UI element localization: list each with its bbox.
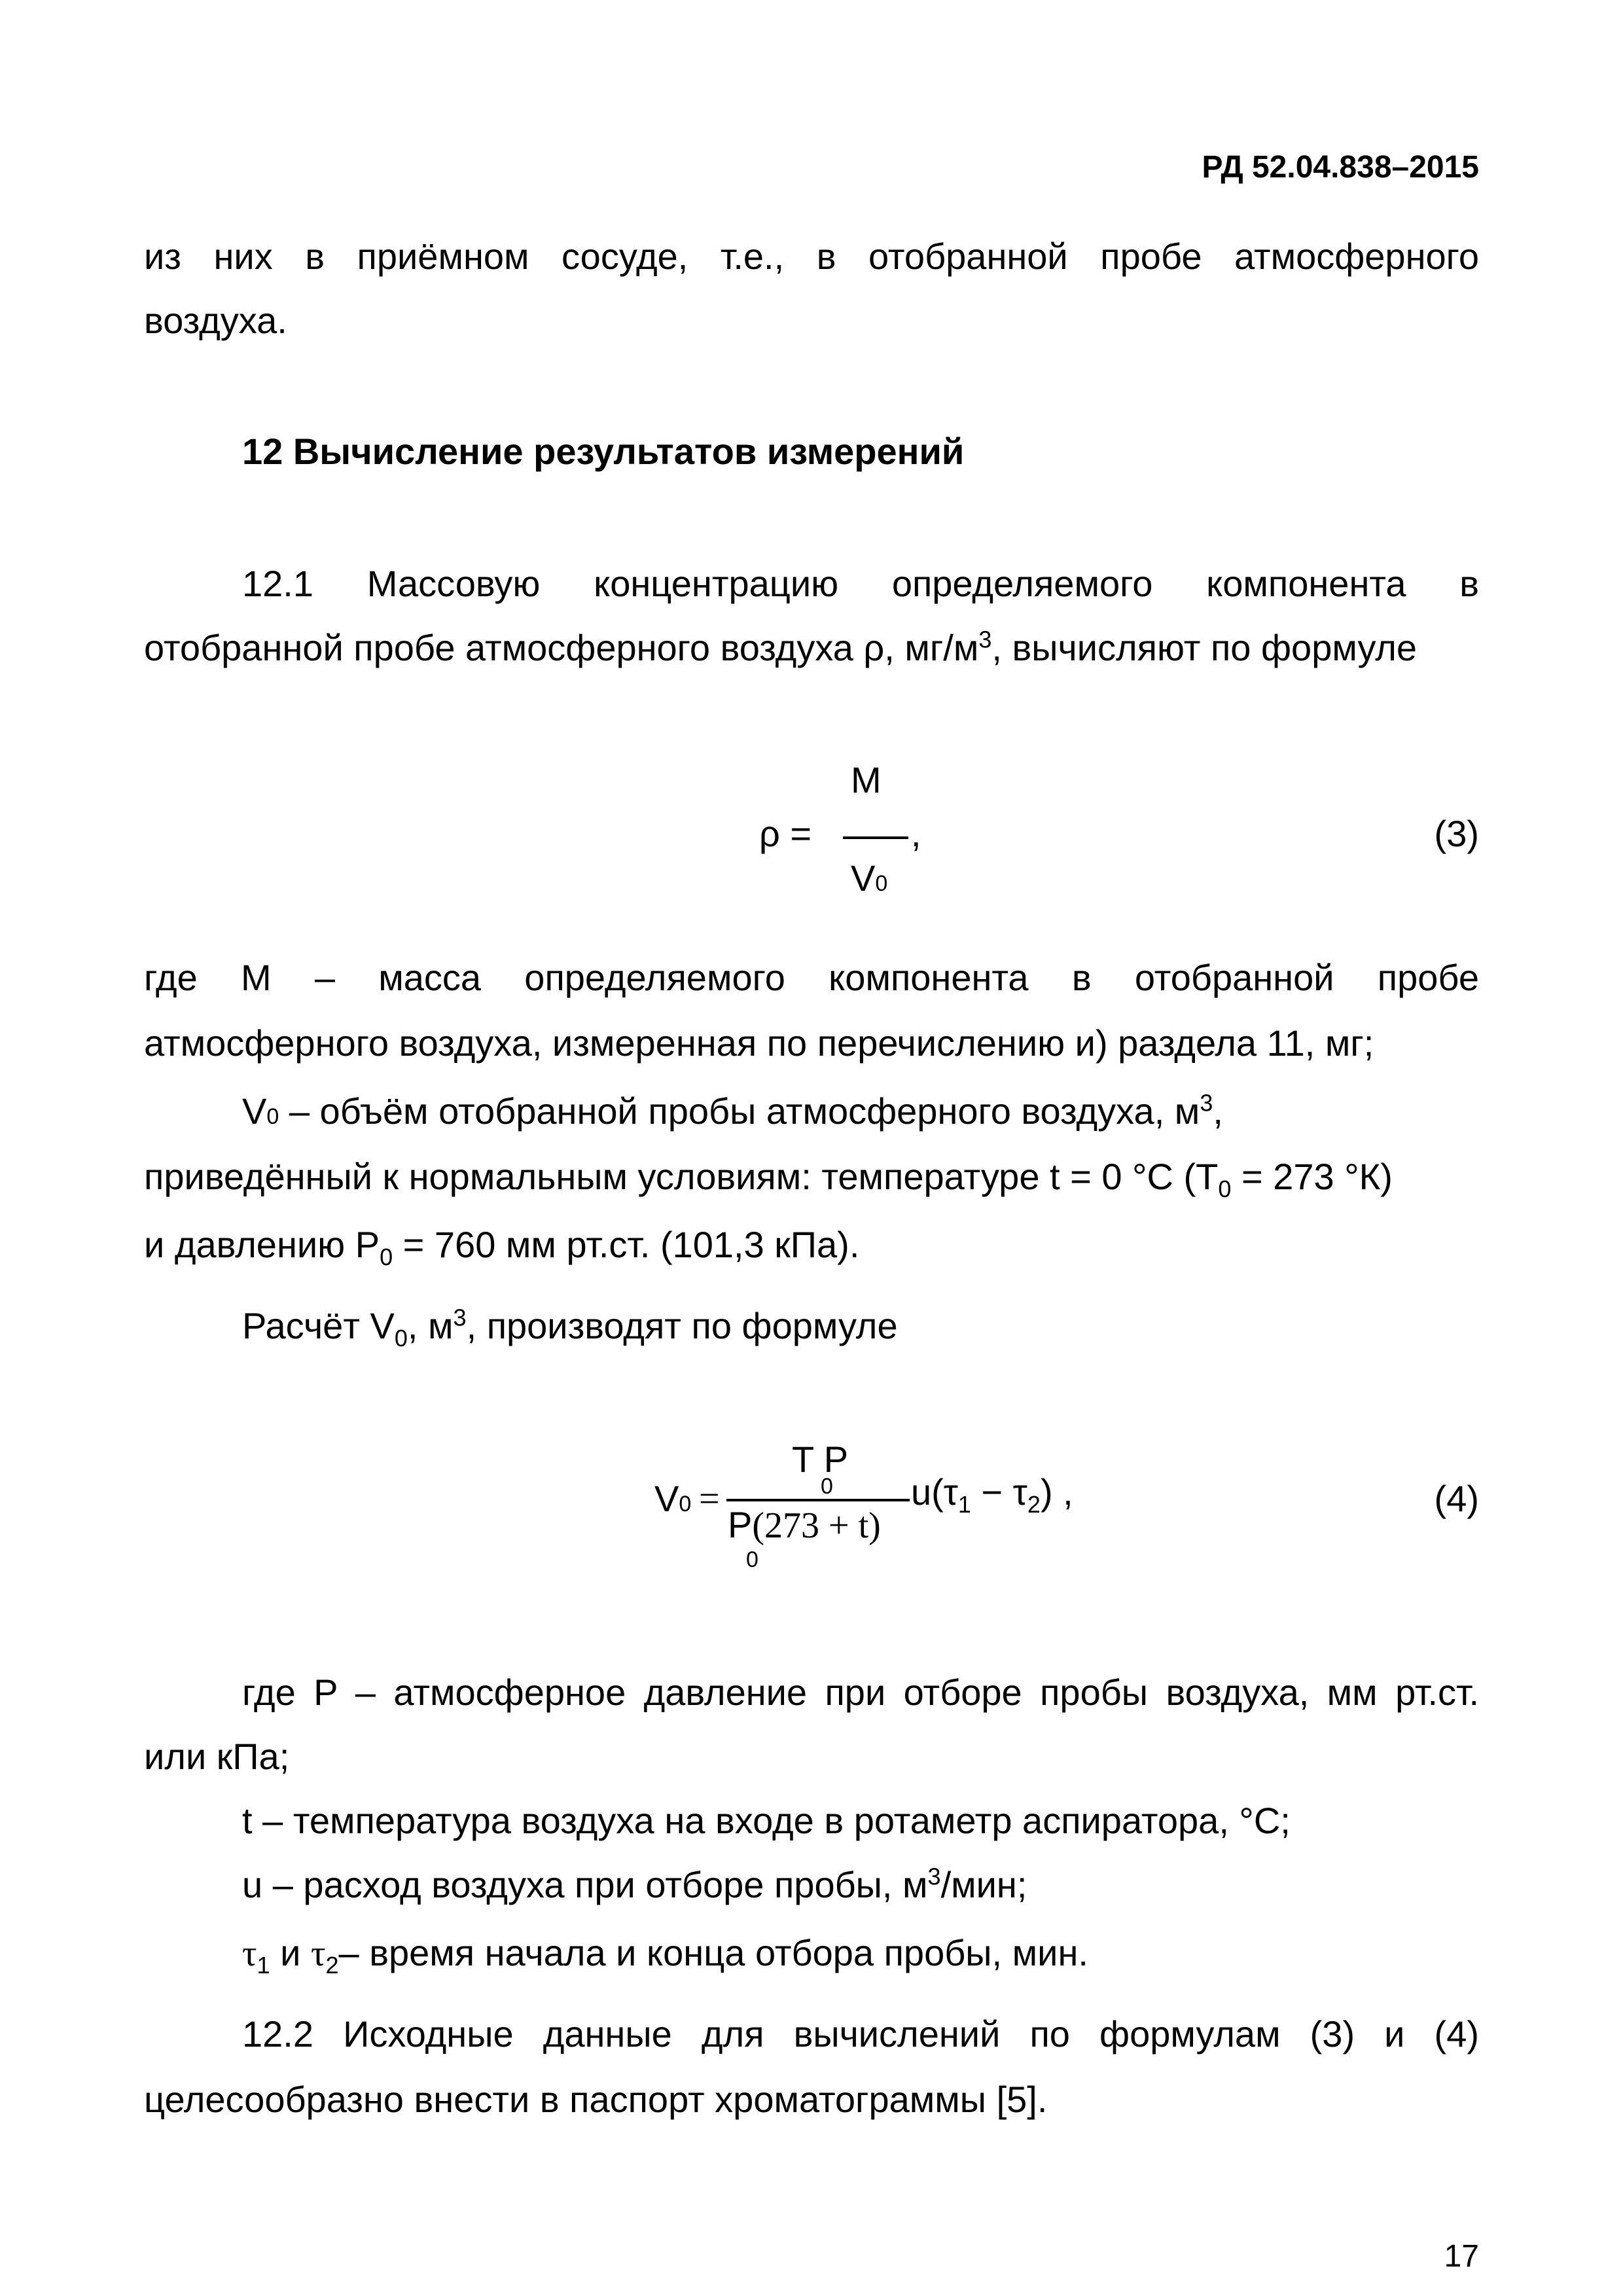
where-m-line-1: где M – масса определяемого компонента в отобранной пробе	[144, 957, 1479, 998]
where-v0-line-3: и давлению $P_0 = 760$ мм рт.ст. (101,3 кПа).	[144, 1224, 860, 1271]
p12-2-line-2: целесообразно внести в паспорт хроматограммы [5].	[144, 2079, 1048, 2120]
where-v0-line-1: V0 – объём отобранной пробы атмосферного воздуха, $м^3$,	[242, 1089, 1223, 1132]
where-p-line-2: или кПа;	[144, 1736, 290, 1777]
formula-4-numerator-sub: 0	[821, 1474, 833, 1499]
formula-3-number: (3)	[1434, 813, 1479, 854]
formula-4-numerator: T P	[792, 1439, 849, 1480]
formula-3-numerator: M	[851, 759, 882, 800]
formula-4-denominator-sub: 0	[746, 1547, 758, 1572]
formula-4-lhs: V0	[654, 1478, 692, 1519]
intro-line-1: из них в приёмном сосуде, т.е., в отобранной пробе атмосферного	[144, 236, 1479, 277]
formula-4-equals: =	[699, 1479, 720, 1519]
formula-3-comma: ,	[911, 813, 921, 854]
p12-2-line-1: 12.2 Исходные данные для вычислений по формулам (3) и (4)	[242, 2013, 1479, 2054]
p12-1-line-1: 12.1 Массовую концентрацию определяемого компонента в	[242, 563, 1479, 604]
formula-4-fraction-bar	[726, 1499, 910, 1501]
section-title: 12 Вычисление результатов измерений	[242, 431, 965, 472]
intro-line-2: воздуха.	[144, 300, 287, 341]
formula-4-tail: $u(\tau_1 - \tau_2)$ ,	[911, 1471, 1073, 1518]
formula-3-lhs: ρ =	[759, 813, 812, 854]
calc-v0-intro: Расчёт $V_0$, $м^3$, производят по формуле	[242, 1304, 898, 1352]
where-t: t – температура воздуха на входе в ротаметр аспиратора, °С;	[242, 1800, 1291, 1841]
where-tau: $\tau_1$ и $\tau_2-$ время начала и конца отбора пробы, мин.	[242, 1932, 1088, 1979]
formula-3-fraction-bar	[843, 836, 908, 839]
where-v0-line-2: приведённый к нормальным условиям: температуре t = 0 °С ($T_0 = 273$ °К)	[144, 1156, 1393, 1203]
formula-4-number: (4)	[1434, 1478, 1479, 1519]
where-p-line-1: где P – атмосферное давление при отборе пробы воздуха, мм рт.ст.	[242, 1672, 1479, 1713]
formula-3-denominator: V0	[851, 857, 888, 899]
where-u: u – расход воздуха при отборе пробы, $м^3$/мин;	[242, 1863, 1027, 1905]
p12-1-line-2: отобранной пробе атмосферного воздуха ρ, $мг/м^3$, вычисляют по формуле	[144, 626, 1418, 668]
where-m-line-2: атмосферного воздуха, измеренная по перечислению и) раздела 11, мг;	[144, 1022, 1374, 1064]
page-number: 17	[1444, 2239, 1479, 2274]
document-code: РД 52.04.838–2015	[1202, 150, 1479, 185]
formula-4-denominator: P(273 + t)	[728, 1504, 881, 1546]
